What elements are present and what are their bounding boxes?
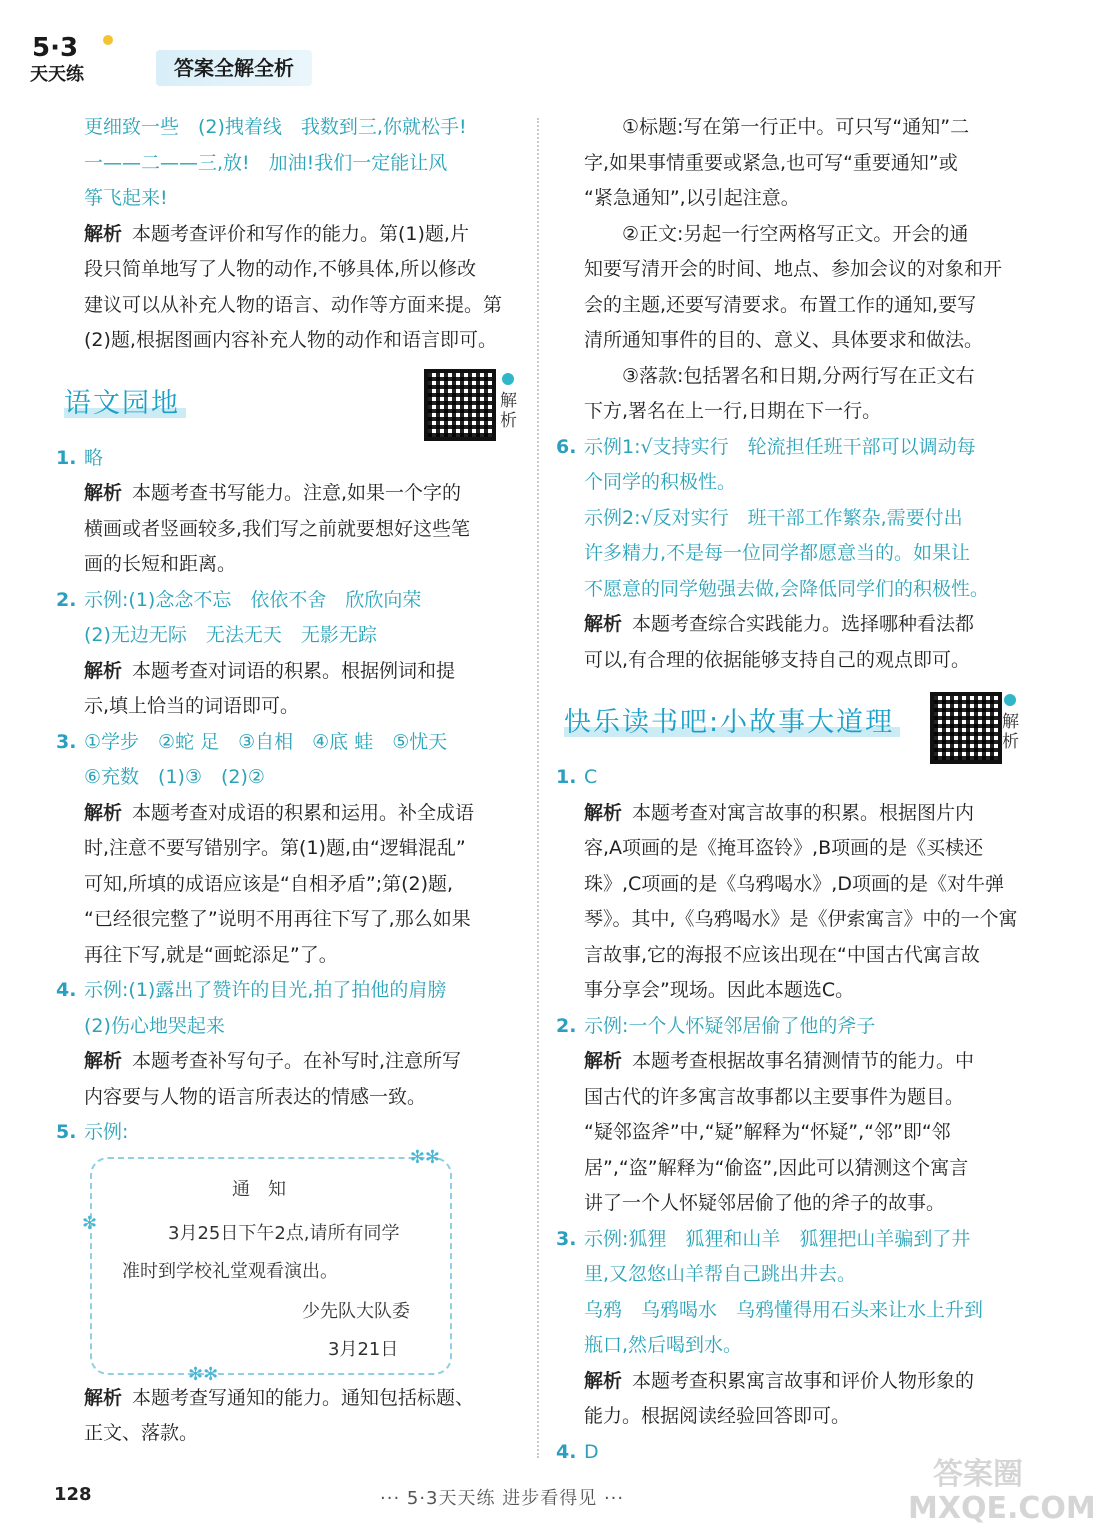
answer-text: 不愿意的同学勉强去做,会降低同学们的积极性。 [584,577,990,600]
star-icon: ✻ [82,1212,98,1234]
answer-text: 里,又忽悠山羊帮自己跳出井去。 [584,1263,857,1285]
analysis-label: 解析 [584,1050,623,1072]
analysis-text: 本题考查书写能力。注意,如果一个字的 [132,482,462,504]
answer-text: 示例1:√支持实行 轮流担任班干部可以调动每 [584,435,976,458]
notice-body: 3月25日下午2点,请所有同学 [168,1222,400,1244]
right-column [556,110,1020,1470]
analysis-text: 正文、落款。 [84,1422,199,1444]
analysis-text: 时,注意不要写错别字。第(1)题,由“逻辑混乱” [84,837,466,859]
analysis-text: 国古代的许多寓言故事都以主要事件为题目。 [584,1085,965,1108]
answer-text: 许多精力,不是每一位同学都愿意当的。如果让 [584,542,971,564]
question-number: 1. [556,766,577,788]
qr-code-icon[interactable] [930,692,1002,764]
answer-text: ⑥充数 (1)③ (2)② [84,766,265,788]
svg-text:5·3: 5·3 [32,33,79,63]
analysis-text: 本题考查写通知的能力。通知包括标题、 [132,1386,475,1409]
analysis-label: 解析 [584,801,623,824]
page-number: 128 [54,1484,92,1505]
section-title: 快乐读书吧:小故事大道理 [564,700,894,739]
analysis-text: 本题考查积累寓言故事和评价人物形象的 [632,1369,975,1392]
qr-label: 解析 [500,390,517,431]
analysis-text: 可知,所填的成语应该是“自相矛盾”;第(2)题, [84,872,454,895]
analysis-text: 言故事,它的海报不应该出现在“中国古代寓言故 [584,943,980,966]
section-yuwen-yuandi [64,367,520,437]
footer-slogan: ··· 5·3天天练 进步看得见 ··· [380,1488,625,1509]
notice-body: 准时到学校礼堂观看演出。 [122,1260,338,1282]
question-number: 4. [56,979,77,1001]
notice-box [82,1146,452,1385]
column-divider [537,118,539,1458]
analysis-text: 容,A项画的是《掩耳盗铃》,B项画的是《买椟还 [584,837,984,859]
answer-text: D [584,1440,599,1463]
answer-text: 瓶口,然后喝到水。 [584,1334,743,1356]
answer-text: (2)伤心地哭起来 [84,1014,225,1037]
analysis-label: 解析 [84,659,123,682]
answer-line: 一——二——三,放! 加油!我们一定能让风 [84,151,448,174]
explanation-text: 下方,署名在上一行,日期在下一行。 [584,400,882,422]
explanation-text: “紧急通知”,以引起注意。 [584,187,800,209]
analysis-text: 本题考查补写句子。在补写时,注意所写 [132,1050,462,1072]
explanation-text: ①标题:写在第一行正中。可只写“通知”二 [622,116,970,138]
left-column [56,110,520,1452]
qr-label: 解析 [1002,712,1019,752]
analysis-text: 本题考查对成语的积累和运用。补全成语 [132,801,475,824]
watermark: 答案圈 MXQE.COM [908,1457,1096,1526]
svg-text:天天练: 天天练 [30,64,84,85]
analysis-text: 琴》。其中,《乌鸦喝水》是《伊索寓言》中的一个寓 [584,908,1018,930]
section-title: 语文园地 [64,381,180,420]
analysis-text: 珠》,C项画的是《乌鸦喝水》,D项画的是《对牛弹 [584,872,1004,895]
question-number: 3. [56,730,77,753]
question-number: 6. [556,435,577,458]
answer-text: 示例: [84,1121,129,1143]
analysis-label: 解析 [84,801,123,824]
question-number: 2. [56,588,77,611]
analysis-text: 段只简单地写了人物的动作,不够具体,所以修改 [84,258,477,280]
explanation-text: 清所通知事件的目的、意义、具体要求和做法。 [584,329,984,351]
notice-title: 通知 [232,1178,304,1200]
analysis-label: 解析 [584,1369,623,1392]
analysis-text: 内容要与人物的语言所表达的情感一致。 [84,1085,427,1108]
analysis-text: (2)题,根据图画内容补充人物的动作和语言即可。 [84,329,497,351]
analysis-text: 本题考查评价和写作的能力。第(1)题,片 [132,222,469,245]
question-number: 2. [556,1014,577,1037]
answer-text: (2)无边无际 无法无天 无影无踪 [84,624,377,646]
analysis-text: 本题考查对寓言故事的积累。根据图片内 [632,801,975,824]
analysis-label: 解析 [84,1050,123,1072]
page-header [28,28,348,88]
analysis-text: 建议可以从补充人物的语言、动作等方面来提。第 [84,293,503,316]
question-number: 3. [556,1227,577,1250]
star-icon: ✻✻ [409,1146,440,1168]
analysis-label: 解析 [84,222,123,245]
answer-text: 略 [84,446,104,469]
section-reading [564,686,1020,756]
question-number: 4. [556,1440,577,1463]
answer-text: 示例:狐狸 狐狸和山羊 狐狸把山羊骗到了井 [584,1227,971,1250]
answer-text: 个同学的积极性。 [584,471,737,493]
explanation-text: ②正文:另起一行空两格写正文。开会的通 [622,222,969,245]
analysis-text: 事分享会”现场。因此本题选C。 [584,979,855,1001]
play-icon [502,373,514,385]
answer-text: 示例:(1)念念不忘 依依不舍 欣欣向荣 [84,588,422,611]
question-number: 1. [56,446,77,469]
star-icon: ✻✻ [188,1363,219,1385]
analysis-text: 本题考查根据故事名猜测情节的能力。中 [632,1050,975,1072]
header-title: 答案全解全析 [156,50,312,86]
answer-text: 示例:(1)露出了赞许的目光,拍了拍他的肩膀 [84,979,447,1001]
analysis-label: 解析 [84,1386,123,1409]
explanation-text: 知要写清开会的时间、地点、参加会议的对象和开 [584,258,1003,280]
analysis-text: 横画或者竖画较多,我们写之前就要想好这些笔 [84,517,471,540]
answer-line: 更细致一些 (2)拽着线 我数到三,你就松手! [84,116,467,138]
answer-text: ①学步 ②蛇 足 ③自相 ④底 蛙 ⑤忧天 [84,730,448,753]
answer-text: C [584,766,598,788]
answer-line: 筝飞起来! [84,187,168,209]
qr-code-icon[interactable] [424,369,496,441]
logo-icon [28,28,118,86]
answer-text: 示例:一个人怀疑邻居偷了他的斧子 [584,1014,876,1037]
answer-text: 示例2:√反对实行 班干部工作繁杂,需要付出 [584,506,963,529]
notice-date: 3月21日 [328,1338,399,1360]
analysis-text: 再往下写,就是“画蛇添足”了。 [84,943,338,966]
analysis-text: “已经很完整了”说明不用再往下写了,那么如果 [84,908,471,930]
notice-signature: 少先队大队委 [302,1300,410,1322]
analysis-label: 解析 [584,613,623,635]
analysis-text: 讲了一个人怀疑邻居偷了他的斧子的故事。 [584,1192,946,1214]
question-number: 5. [56,1121,77,1143]
answer-text: 乌鸦 乌鸦喝水 乌鸦懂得用石头来让水上升到 [584,1298,984,1321]
analysis-label: 解析 [84,482,123,504]
explanation-text: ③落款:包括署名和日期,分两行写在正文右 [622,364,975,387]
explanation-text: 会的主题,还要写清要求。布置工作的通知,要写 [584,293,977,316]
analysis-text: 能力。根据阅读经验回答即可。 [584,1405,851,1427]
analysis-text: 画的长短和距离。 [84,553,237,575]
analysis-text: 本题考查对词语的积累。根据例词和提 [132,659,456,682]
analysis-text: “疑邻盗斧”中,“疑”解释为“怀疑”,“邻”即“邻 [584,1121,951,1143]
analysis-text: 本题考查综合实践能力。选择哪种看法都 [632,613,975,635]
analysis-text: 可以,有合理的依据能够支持自己的观点即可。 [584,648,971,671]
analysis-text: 居”,“盗”解释为“偷盗”,因此可以猜测这个寓言 [584,1156,969,1179]
analysis-text: 示,填上恰当的词语即可。 [84,695,300,717]
play-icon [1004,694,1016,706]
explanation-text: 字,如果事情重要或紧急,也可写“重要通知”或 [584,151,958,174]
